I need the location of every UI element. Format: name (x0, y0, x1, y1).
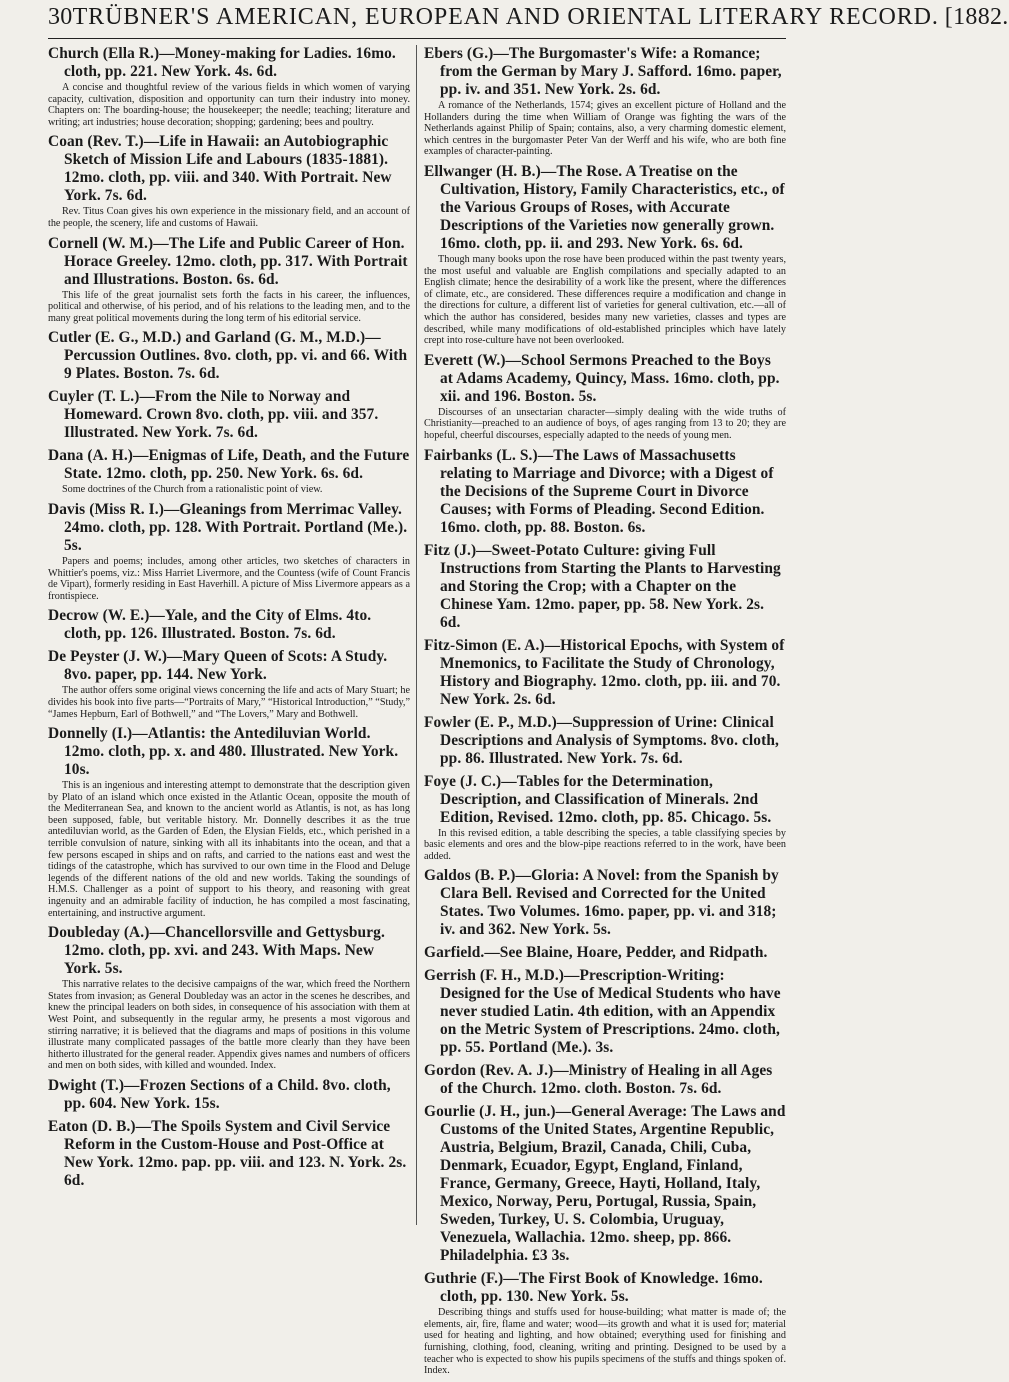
page-number: 30 (48, 4, 73, 30)
entry-title: Decrow (W. E.)—Yale, and the City of Elms. 4to. cloth, pp. 126. Illustrated. Boston. 7s. 6d. (48, 607, 372, 643)
entry-description: Describing things and stuffs used for house-building; what matter is made of; the elements, air, fire, flame and water; wood—its growth and what it is used for; material used for heating and lighting, and how obtained; everything used for finishing and furnishing, clothing, food, cleaning, writing and printing. Designed to be used by a teacher who is expected to show his pupils specimens of the stuffs and things spoken of. Index. (424, 1307, 786, 1377)
entry-description: Though many books upon the rose have been produced within the past twenty years, the most useful and valuable are English compilations and specially adapted to an English climate; hence the desirability of a work like the present, where the differences of climate, etc., are considered. These differences require a modification and change in the directions for culture, a different list of varieties for general cultivation, etc.—all of which the author has considered, besides many new varieties, classes and types are described, while many modifications of old-established principles which have lately crept into rose-culture have not been overlooked. (424, 253, 786, 347)
catalogue-entry (424, 542, 786, 632)
entry-description: This narrative relates to the decisive campaigns of the war, which freed the Northern States from invasion; as General Doubleday was an actor in the scenes he describes, and knew the principal leaders on both sides, in consequence of his association with them at West Point, and subsequently in the regular army, he presents a most vigorous and stirring narrative; it is believed that the diagrams and maps of positions in this volume illustrate many complicated passages of the battle more clearly than they have been hitherto illustrated for the general reader. Appendix gives names and numbers of officers and men on both sides, with killed and wounded. Index. (48, 979, 410, 1072)
entry-title: Ebers (G.)—The Burgomaster's Wife: a Romance; from the German by Mary J. Safford. 16mo. paper, pp. iv. and 351. New York. 2s. 6d. (424, 45, 782, 98)
catalogue-entry (424, 867, 786, 939)
entry-title: De Peyster (J. W.)—Mary Queen of Scots: A Study. 8vo. paper, pp. 144. New York. (48, 648, 388, 684)
catalogue-entry (424, 45, 786, 158)
entry-description: A concise and thoughtful review of the various fields in which women of varying capacity, cultivation, disposition and opportunity can turn their industry into money. Chapters on: The boarding-house; the housekeeper; the needle; teaching; literature and writing; art industries; house decoration; shopping; gardening; bees and poultry. (48, 82, 410, 128)
entry-description: The author offers some original views concerning the life and acts of Mary Stuart; he divides his book into five parts—“Portraits of Mary,” “Historical Introduction,” “Study,” “James Hepburn, Earl of Bothwell,” and “The Lovers,” Mary and Bothwell. (48, 685, 410, 720)
entry-title: Cuyler (T. L.)—From the Nile to Norway and Homeward. Crown 8vo. cloth, pp. viii. and 357. Illustrated. New York. 7s. 6d. (48, 388, 379, 442)
catalogue-entry (424, 1103, 786, 1265)
catalogue-entry (48, 924, 410, 1072)
entry-title: Dwight (T.)—Frozen Sections of a Child. 8vo. cloth, pp. 604. New York. 15s. (48, 1076, 391, 1112)
entry-title: Coan (Rev. T.)—Life in Hawaii: an Autobiographic Sketch of Mission Life and Labours (1835-1881). 12mo. cloth, pp. viii. and 340. With Portrait. New York. 7s. 6d. (48, 133, 392, 205)
catalogue-entry (48, 1077, 410, 1113)
catalogue-entry (48, 607, 410, 643)
two-column-body (48, 45, 786, 1382)
entry-title: Davis (Miss R. I.)—Gleanings from Merrimac Valley. 24mo. cloth, pp. 128. With Portrait. Portland (Me.). 5s. (48, 500, 408, 554)
entry-description: Some doctrines of the Church from a rationalistic point of view. (62, 484, 323, 496)
entry-description: A romance of the Netherlands, 1574; gives an excellent picture of Holland and the Hollanders during the time when William of Orange was fighting the wars of the Netherlands against Philip of Spain; contains, also, a very charming domestic element, which centres in the burgomaster Peter Van der Werff and his wife, who are both fine examples of character-painting. (424, 100, 786, 158)
entry-title: Gourlie (J. H., jun.)—General Average: The Laws and Customs of the United States, Argentine Republic, Austria, Belgium, Brazil, Canada, Chili, Cuba, Denmark, Ecuador, Egypt, England, Finland, France, Germany, Greece, Hayti, Holland, Italy, Mexico, Norway, Peru, Portugal, Russia, Spain, Sweden, Turkey, U. S. Colombia, Uruguay, Venezuela, Wallachia. 12mo. sheep, pp. 866. Philadelphia. £3 3s. (424, 1103, 786, 1265)
catalogue-entry (424, 352, 786, 442)
catalogue-entry (48, 388, 410, 442)
catalogue-entry (424, 637, 786, 709)
header-year: [1882. (944, 4, 1009, 30)
entry-title: Gerrish (F. H., M.D.)—Prescription-Writing: Designed for the Use of Medical Students who have never studied Latin. 4th edition, with an Appendix on the Metric System of Prescriptions. 24mo. cloth, pp. 55. Portland (Me.). 3s. (424, 967, 781, 1057)
entry-title: Dana (A. H.)—Enigmas of Life, Death, and the Future State. 12mo. cloth, pp. 250. New York. 6s. 6d. (48, 447, 410, 483)
left-column (48, 45, 410, 1382)
catalogue-entry (424, 714, 786, 768)
running-title: TRÜBNER'S AMERICAN, EUROPEAN AND ORIENTAL LITERARY RECORD. (72, 4, 939, 30)
entry-title: Cornell (W. M.)—The Life and Public Career of Hon. Horace Greeley. 12mo. cloth, pp. 317. With Portrait and Illustrations. Boston. 6s. 6d. (48, 234, 408, 288)
catalogue-entry (48, 235, 410, 325)
right-column (424, 45, 786, 1382)
entry-description: Papers and poems; includes, among other articles, two sketches of characters in Whittier's poems, viz.: Miss Harriet Livermore, and the Countess (wife of Count Francis de Vipart), formerly residing in East Haverhill. A picture of Miss Livermore appears as a frontispiece. (48, 555, 410, 602)
catalogue-entry (48, 648, 410, 720)
catalogue-entry (424, 944, 786, 962)
entry-description: Discourses of an unsectarian character—simply dealing with the wide truths of Christianity—preached to an audience of boys, of ages ranging from 13 to 20; they are hopeful, cheerful discourses, especially adapted to the needs of young men. (424, 406, 786, 441)
catalogue-entry (424, 967, 786, 1057)
catalogue-entry (424, 1270, 786, 1377)
entry-description: This life of the great journalist sets forth the facts in his career, the influences, political and otherwise, of his period, and of his relations to the leading men, and to the many great political movements during the long term of his editorial service. (48, 289, 410, 324)
catalogue-entry (48, 329, 410, 383)
entry-title: Ellwanger (H. B.)—The Rose. A Treatise on the Cultivation, History, Family Characteristics, etc., of the Various Groups of Roses, with Accurate Descriptions of the Varieties now generally grown. 16mo. cloth, pp. ii. and 293. New York. 6s. 6d. (424, 162, 785, 252)
entry-description: In this revised edition, a table describing the species, a table classifying species by basic elements and ores and the blow-pipe reactions referred to in the work, have been added. (424, 827, 786, 862)
catalogue-entry (424, 773, 786, 863)
catalogue-entry (48, 725, 410, 919)
catalogue-entry (48, 133, 410, 229)
entry-title: Everett (W.)—School Sermons Preached to the Boys at Adams Academy, Quincy, Mass. 16mo. cloth, pp. xii. and 196. Boston. 5s. (424, 351, 780, 405)
entry-title: Donnelly (I.)—Atlantis: the Antediluvian World. 12mo. cloth, pp. x. and 480. Illustrated. New York. 10s. (48, 725, 399, 779)
column-divider (416, 45, 417, 1225)
header-rule (48, 38, 786, 39)
entry-title: Garfield.—See Blaine, Hoare, Pedder, and Ridpath. (424, 944, 768, 962)
entry-title: Guthrie (F.)—The First Book of Knowledge. 16mo. cloth, pp. 130. New York. 5s. (424, 1270, 763, 1306)
entry-title: Church (Ella R.)—Money-making for Ladies. 16mo. cloth, pp. 221. New York. 4s. 6d. (48, 45, 396, 80)
catalogue-entry (424, 447, 786, 537)
entry-title: Foye (J. C.)—Tables for the Determination, Description, and Classification of Minerals. 2nd Edition, Revised. 12mo. cloth, pp. 85. Chicago. 5s. (424, 772, 772, 826)
entry-description: This is an ingenious and interesting attempt to demonstrate that the description given by Plato of an island which once existed in the Atlantic Ocean, opposite the mouth of the Mediterranean Sea, and known to the ancient world as Atlantis, is not, as has long been supposed, fable, but veritable history. Mr. Donnelly describes it as the true antediluvian world, as the Garden of Eden, the Elysian Fields, etc., which perished in a terrible convulsion of nature, sinking with all its inhabitants into the ocean, and that a few persons escaped in ships and on rafts, and carried to the nations east and west the tidings of the catastrophe, which has survived to our own time in the Flood and Deluge legends of the different nations of the old and new worlds. Taking the soundings of H.M.S. Challenger as a point of support to his theory, and reasoning with great ingenuity and an admirable facility of induction, he has compiled a most fascinating, entertaining, and instructive argument. (48, 780, 410, 919)
entry-title: Fowler (E. P., M.D.)—Suppression of Urine: Clinical Descriptions and Analysis of Symptoms. 8vo. cloth, pp. 86. Illustrated. New York. 7s. 6d. (424, 713, 779, 767)
entry-title: Gordon (Rev. A. J.)—Ministry of Healing in all Ages of the Church. 12mo. cloth. Boston. 7s. 6d. (424, 1062, 773, 1098)
entry-title: Fairbanks (L. S.)—The Laws of Massachusetts relating to Marriage and Divorce; with a Digest of the Decisions of the Supreme Court in Divorce Causes; with Forms of Pleading. Second Edition. 16mo. cloth, pp. 88. Boston. 6s. (424, 446, 774, 536)
entry-title: Doubleday (A.)—Chancellorsville and Gettysburg. 12mo. cloth, pp. xvi. and 243. With Maps. New York. 5s. (48, 924, 385, 978)
catalogue-entry (48, 501, 410, 602)
entry-title: Fitz-Simon (E. A.)—Historical Epochs, with System of Mnemonics, to Facilitate the Study of Chronology, History and Biography. 12mo. cloth, pp. iii. and 70. New York. 2s. 6d. (424, 636, 785, 708)
entry-title: Cutler (E. G., M.D.) and Garland (G. M., M.D.)—Percussion Outlines. 8vo. cloth, pp. vi. and 66. With 9 Plates. Boston. 7s. 6d. (48, 329, 408, 383)
catalogue-entry (48, 1118, 410, 1190)
catalogue-entry (424, 163, 786, 347)
entry-title: Fitz (J.)—Sweet-Potato Culture: giving Full Instructions from Starting the Plants to Harvesting and Storing the Crop; with a Chapter on the Chinese Yam. 12mo. paper, pp. 58. New York. 2s. 6d. (424, 541, 781, 631)
catalogue-entry (48, 45, 410, 128)
catalogue-entry (424, 1062, 786, 1098)
entry-title: Eaton (D. B.)—The Spoils System and Civil Service Reform in the Custom-House and Post-Office at New York. 12mo. pap. pp. viii. and 123. N. York. 2s. 6d. (48, 1117, 407, 1189)
catalogue-entry (48, 447, 410, 496)
entry-description: Rev. Titus Coan gives his own experience in the missionary field, and an account of the people, the scenery, life and customs of Hawaii. (48, 206, 410, 229)
entry-title: Galdos (B. P.)—Gloria: A Novel: from the Spanish by Clara Bell. Revised and Corrected for the United States. Two Volumes. 16mo. paper, pp. vi. and 318; iv. and 362. New York. 5s. (424, 867, 779, 939)
page-header (48, 4, 1009, 36)
